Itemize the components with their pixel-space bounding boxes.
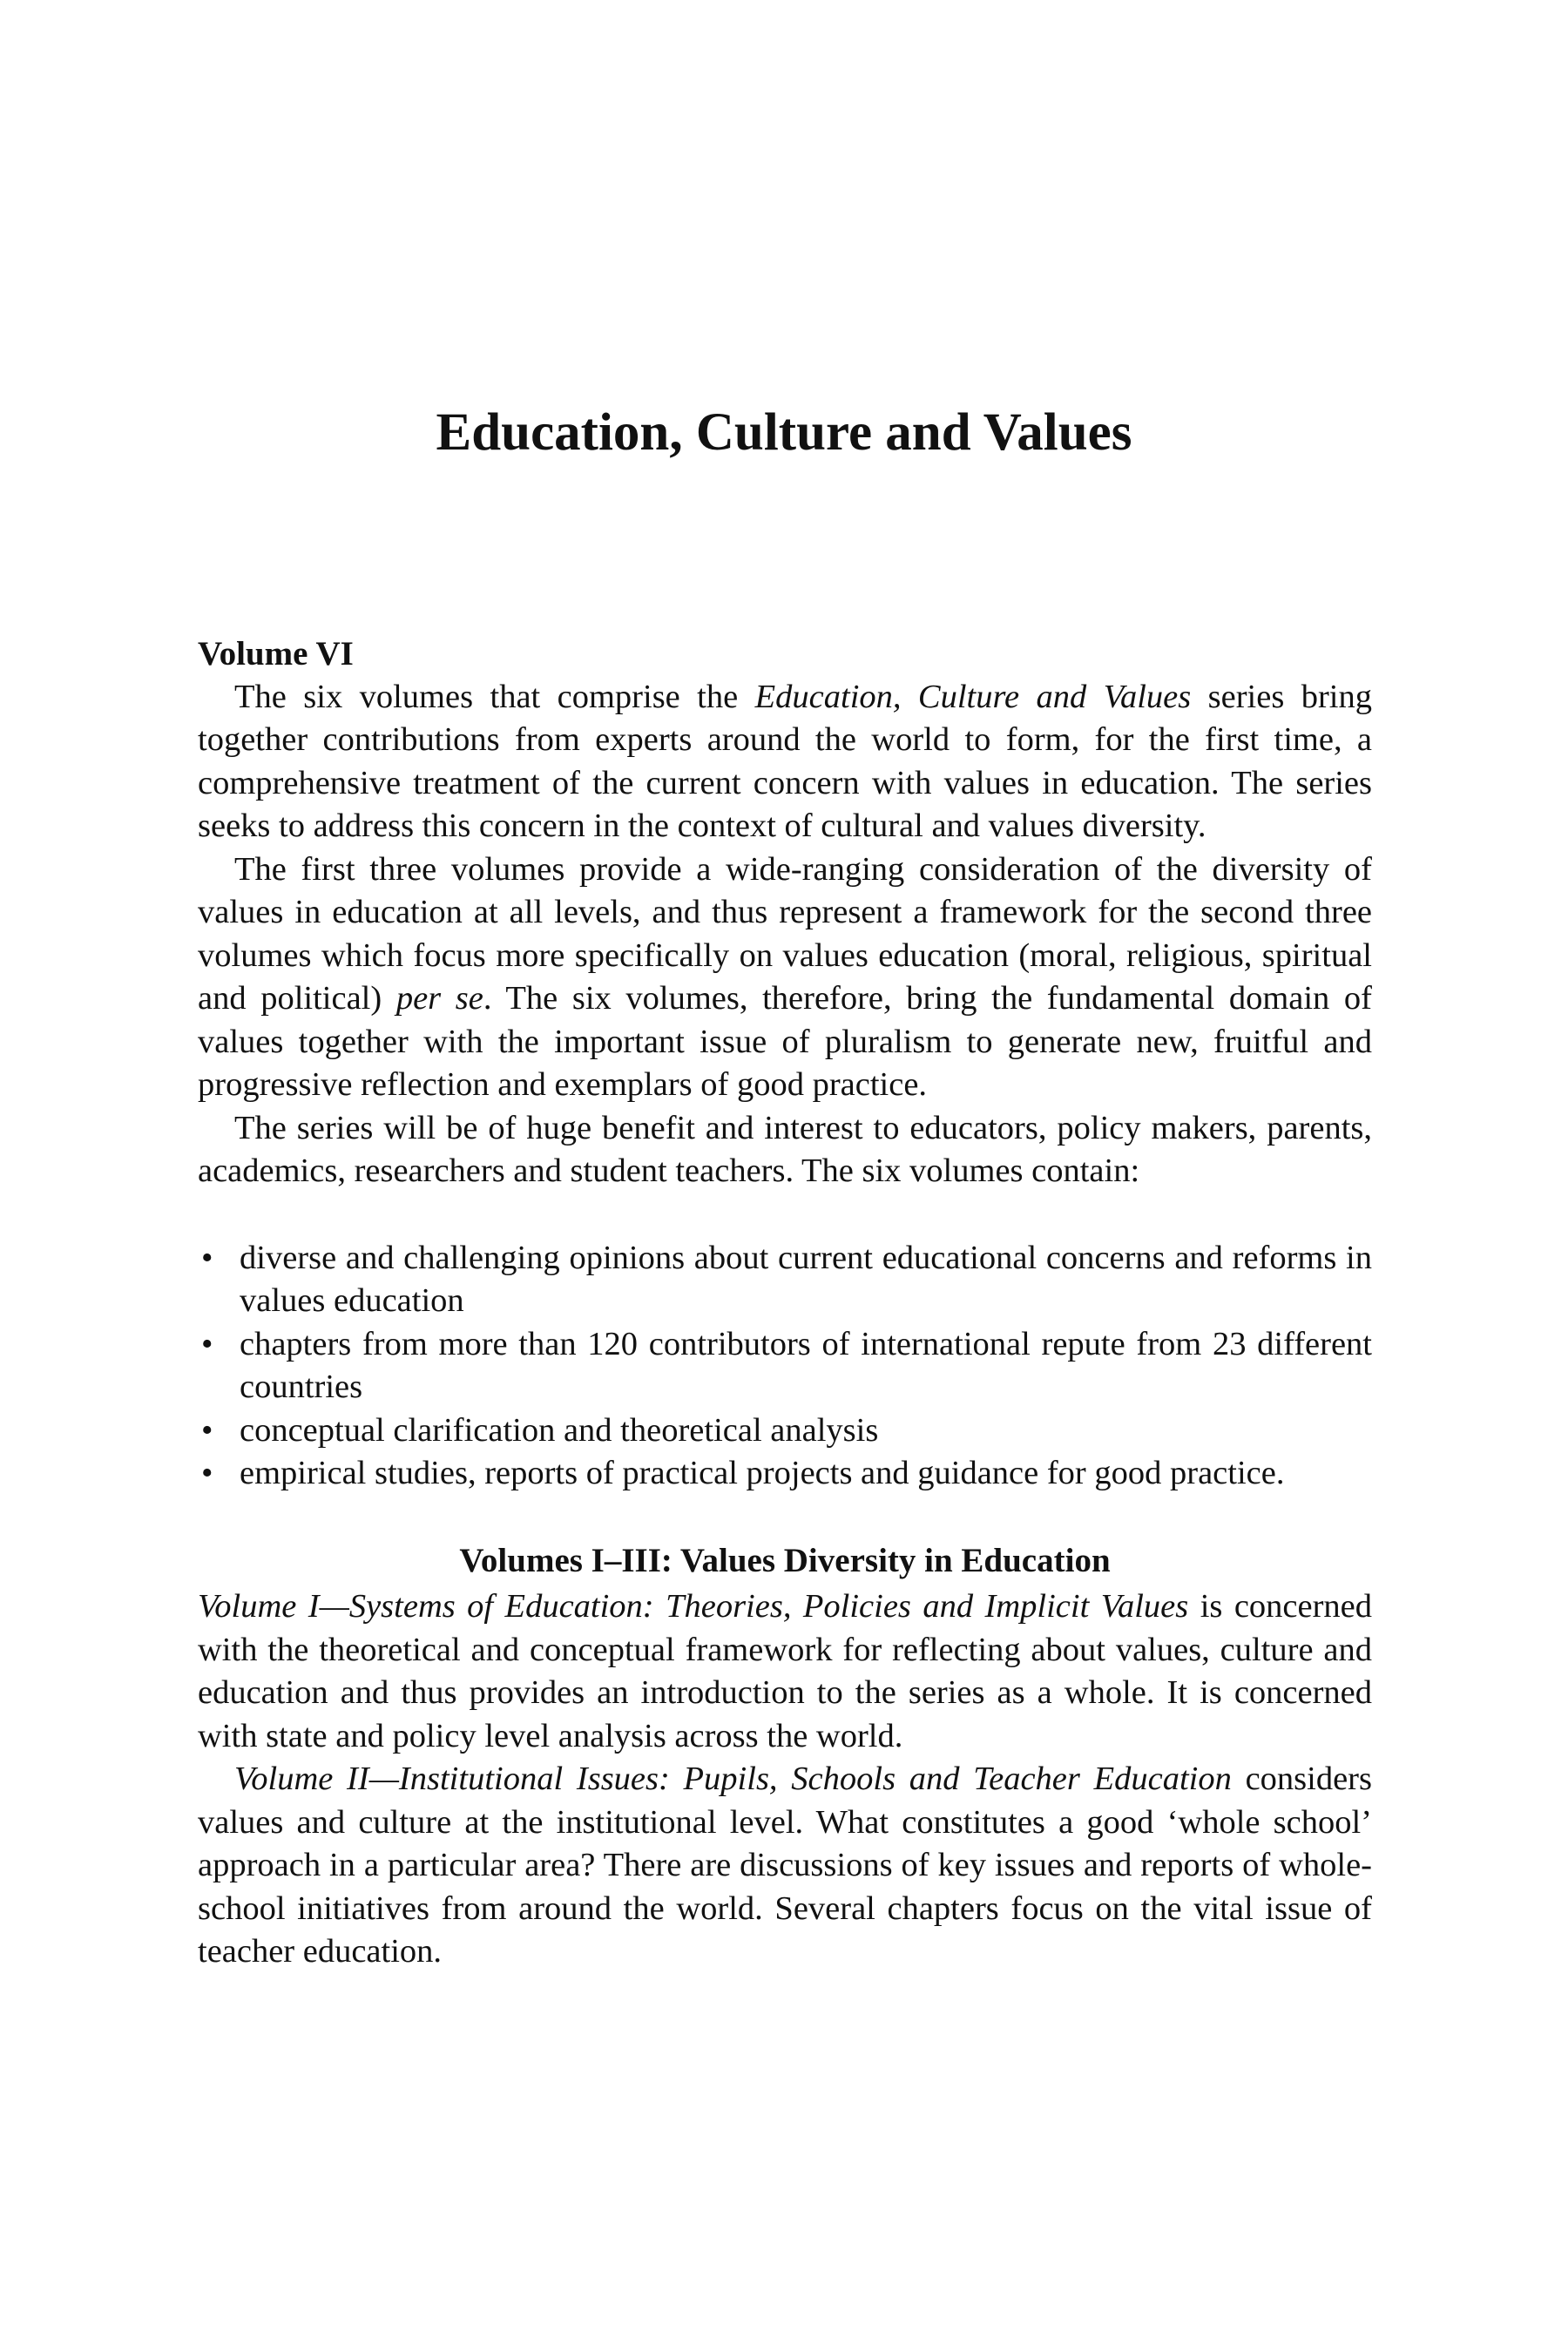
list-item-text: empirical studies, reports of practical projects and guidance for good practice.: [240, 1455, 1285, 1491]
intro-paragraph-2: [198, 848, 1372, 1107]
series-description: [198, 632, 1372, 1974]
list-item: [198, 1237, 1372, 1323]
contents-list: [198, 1237, 1372, 1496]
volume-2-title: Volume II—Institutional Issues: Pupils, Schools and Teacher Education: [234, 1761, 1232, 1797]
list-item: [198, 1452, 1372, 1496]
list-item: [198, 1409, 1372, 1453]
list-item-text: conceptual clarification and theoretical analysis: [240, 1411, 879, 1449]
volume-2-paragraph: [198, 1758, 1372, 1974]
volume-label: Volume VI: [198, 635, 354, 672]
intro-paragraph-3: The series will be of huge benefit and interest to educators, policy makers, parents, academics, researchers and student teachers. The six volumes contain:: [198, 1109, 1372, 1189]
intro-p2-text-end: . The six volumes, therefore, bring the fundamental domain of values together with the important issue of pluralism to generate new, fruitful and progressive reflection and exemplars of good practice.: [198, 980, 1372, 1103]
list-item: [198, 1323, 1372, 1409]
per-se-italic: per se: [395, 980, 483, 1017]
list-item-text: diverse and challenging opinions about current educational concerns and reforms in values education: [240, 1239, 1372, 1319]
bullet-icon: •: [201, 1455, 213, 1491]
intro-paragraph-1: [198, 676, 1372, 848]
series-title-italic: Education, Culture and Values: [754, 678, 1192, 715]
intro-p1-text-end: series bring together contributions from experts around the world to form, for the first time, a comprehensive treatment of the current concern with values in education. The series seeks to address this concern in the context of cultural and values diversity.: [198, 678, 1373, 844]
intro-p2-text-start: The first three volumes provide a wide-ranging consideration of the diversity of values in education at all levels, and thus represent a framework for the second three volumes which focus more specifically on values education (moral, religious, spiritual and political): [198, 850, 1372, 1017]
bullet-icon: •: [201, 1325, 213, 1362]
page-title: Education, Culture and Values: [436, 402, 1132, 462]
bullet-icon: •: [201, 1239, 213, 1276]
bullet-icon: •: [201, 1411, 213, 1449]
volume-1-text: is concerned with the theoretical and conceptual framework for reflecting about values, culture and education and thus provides an introduction to the series as a whole. It is concerned with state and policy level analysis across the world.: [198, 1588, 1372, 1754]
volume-1-title: Volume I—Systems of Education: Theories, Policies and Implicit Values: [198, 1588, 1189, 1625]
volume-2-text: considers values and culture at the institutional level. What constitutes a good ‘whole school’ approach in a particular area? There are discussions of key issues and reports of whole-school initiatives from around the world. Several chapters focus on the vital issue of teacher education.: [198, 1761, 1372, 1970]
section-heading: Volumes I–III: Values Diversity in Education: [459, 1541, 1111, 1579]
intro-p1-text-start: The six volumes that comprise the: [234, 678, 755, 715]
list-item-text: chapters from more than 120 contributors of international repute from 23 different countries: [240, 1325, 1372, 1405]
volume-1-paragraph: [198, 1585, 1372, 1758]
